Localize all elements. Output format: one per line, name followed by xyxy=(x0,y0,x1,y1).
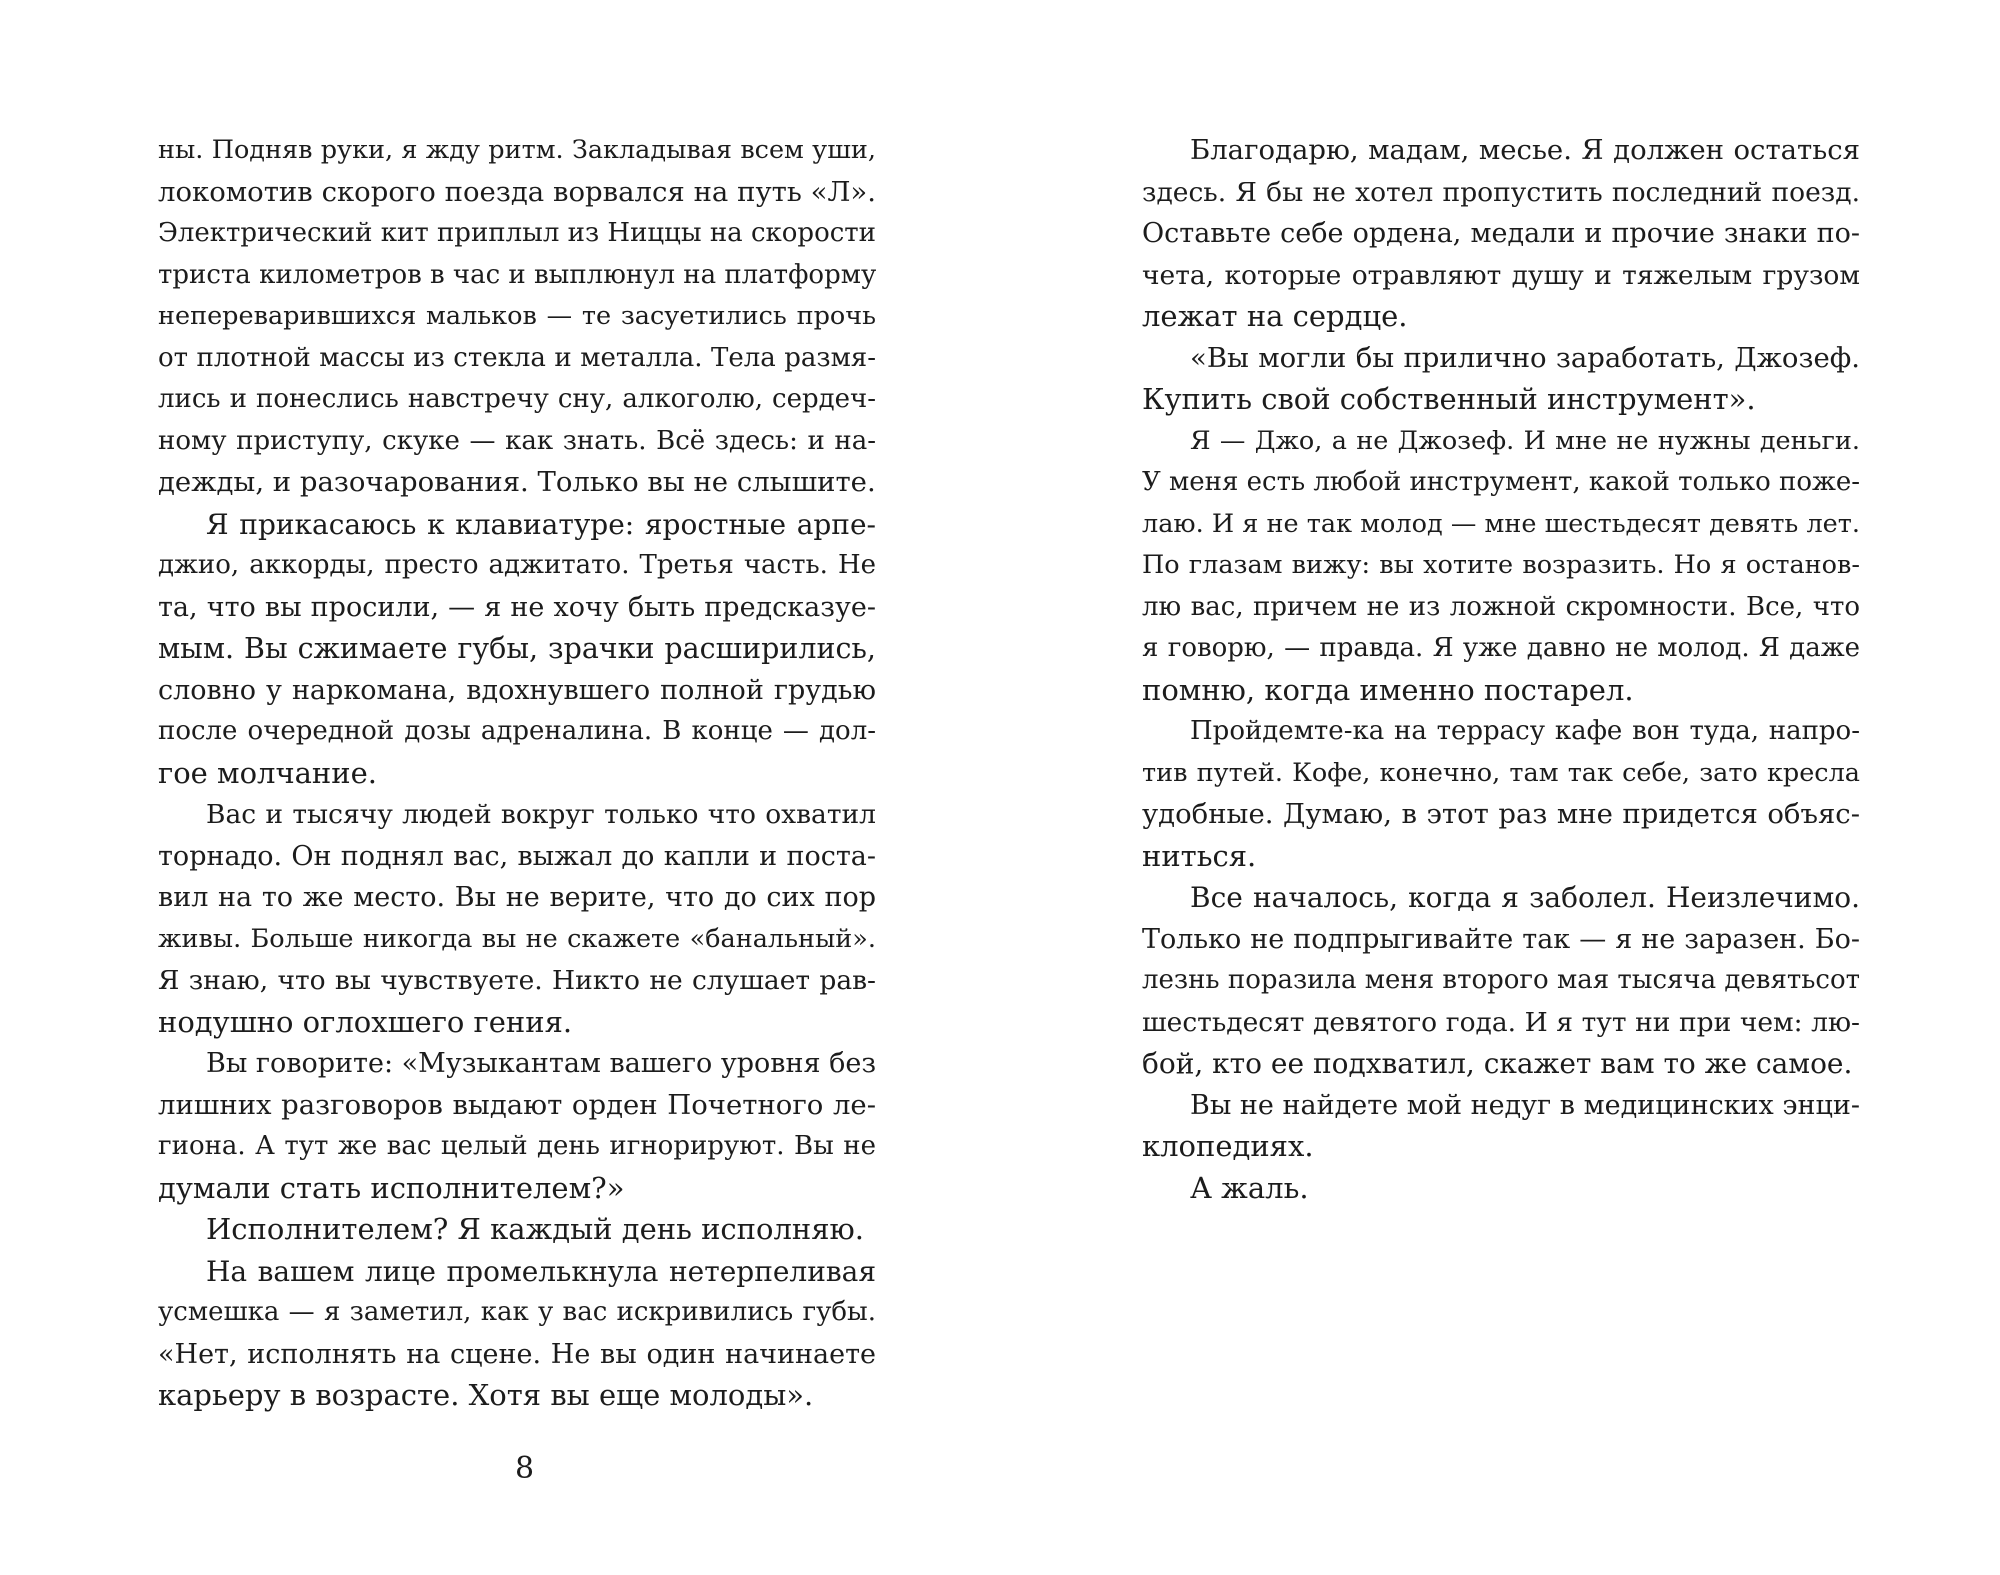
text-line: после очередной дозы адреналина. В конце — дол- xyxy=(158,716,876,746)
text-line: локомотив скорого поезда ворвался на путь «Л». xyxy=(158,175,876,208)
text-line: Вы не найдете мой недуг в медицинских энци- xyxy=(1190,1089,1860,1121)
text-line: У меня есть любой инструмент, какой только поже- xyxy=(1142,467,1861,497)
text-line: карьеру в возрасте. Хотя вы еще молоды». xyxy=(158,1378,814,1412)
text-line: лишних разговоров выдают орден Почетного ле- xyxy=(158,1088,876,1121)
text-line: По глазам вижу: вы хотите возразить. Но я останов- xyxy=(1142,550,1860,580)
right-page-text xyxy=(1142,130,1860,1209)
text-line: ному приступу, скуке — как знать. Всё здесь: и на- xyxy=(158,425,876,456)
text-line: Я знаю, что вы чувствуете. Никто не слушает рав- xyxy=(158,965,876,996)
text-line: лю вас, причем не из ложной скромности. Все, что xyxy=(1142,591,1860,622)
text-line: от плотной массы из стекла и металла. Тела размя- xyxy=(158,342,876,373)
text-line: ниться. xyxy=(1142,838,1257,873)
text-line: чета, которые отравляют душу и тяжелым грузом xyxy=(1142,259,1860,291)
text-line: На вашем лице промелькнула нетерпеливая xyxy=(206,1254,876,1288)
text-line: тив путей. Кофе, конечно, там так себе, зато кресла xyxy=(1142,757,1860,788)
text-line: та, что вы просили, — я не хочу быть предсказуе- xyxy=(158,591,876,623)
text-line: лись и понеслись навстречу сну, алкоголю, сердеч- xyxy=(158,384,876,414)
text-line: А жаль. xyxy=(1190,1170,1309,1205)
text-line: живы. Больше никогда вы не скажете «банальный». xyxy=(158,923,876,954)
text-line: лезнь поразила меня второго мая тысяча девятьсот xyxy=(1142,965,1860,995)
text-line: триста километров в час и выплюнул на платформу xyxy=(158,259,877,290)
text-line: удобные. Думаю, в этот раз мне придется объяс- xyxy=(1142,798,1860,830)
text-line: бой, кто ее подхватил, скажет вам то же самое. xyxy=(1142,1047,1853,1080)
text-line: думали стать исполнителем?» xyxy=(158,1170,625,1205)
text-line: вил на то же место. Вы не верите, что до сих пор xyxy=(158,882,876,913)
text-line: Благодарю, мадам, месье. Я должен остаться xyxy=(1190,134,1860,166)
text-line: шестьдесят девятого года. И я тут ни при чем: лю- xyxy=(1142,1006,1860,1038)
text-line: непереварившихся мальков — те засуетились прочь xyxy=(158,301,876,331)
right-page xyxy=(1000,0,2000,1575)
text-line: Я прикасаюсь к клавиатуре: яростные арпе- xyxy=(206,507,876,541)
left-page-text xyxy=(158,130,876,1417)
text-line: Вы говорите: «Музыкантам вашего уровня без xyxy=(206,1048,877,1079)
text-line: Купить свой собственный инструмент». xyxy=(1142,382,1756,416)
text-line: словно у наркомана, вдохнувшего полной грудью xyxy=(158,674,876,706)
text-line: торнадо. Он поднял вас, выжал до капли и поста- xyxy=(158,840,876,872)
text-line: Вас и тысячу людей вокруг только что охватил xyxy=(206,799,876,830)
text-line: гое молчание. xyxy=(158,755,377,790)
text-line: Я — Джо, а не Джозеф. И мне не нужны деньги. xyxy=(1190,425,1860,456)
text-line: «Нет, исполнять на сцене. Не вы один начинаете xyxy=(158,1338,876,1370)
text-line: мым. Вы сжимаете губы, зрачки расширились, xyxy=(158,632,876,665)
text-line: Только не подпрыгивайте так — я не заразен. Бо- xyxy=(1142,923,1860,955)
text-line: Исполнителем? Я каждый день исполняю. xyxy=(206,1212,864,1246)
text-line: лаю. И я не так молод — мне шестьдесят девять лет. xyxy=(1142,508,1860,539)
text-line: Оставьте себе ордена, медали и прочие знаки по- xyxy=(1142,218,1860,249)
text-line: дежды, и разочарования. Только вы не слышите. xyxy=(158,466,876,498)
text-line: Электрический кит приплыл из Ниццы на скорости xyxy=(158,218,876,248)
text-line: Пройдемте-ка на террасу кафе вон туда, напро- xyxy=(1190,716,1860,746)
text-line: Все началось, когда я заболел. Неизлечимо. xyxy=(1190,881,1860,914)
text-line: «Вы могли бы прилично заработать, Джозеф. xyxy=(1190,341,1860,374)
text-line: ны. Подняв руки, я жду ритм. Закладывая всем уши, xyxy=(158,135,876,165)
text-line: усмешка — я заметил, как у вас искривились губы. xyxy=(158,1297,876,1327)
text-line: лежат на сердце. xyxy=(1142,299,1408,333)
page-number: 8 xyxy=(515,1451,535,1486)
text-line: клопедиях. xyxy=(1142,1129,1314,1163)
text-line: помню, когда именно постарел. xyxy=(1142,672,1634,707)
text-line: гиона. А тут же вас целый день игнорируют. Вы не xyxy=(158,1131,876,1161)
text-line: нодушно оглохшего гения. xyxy=(158,1004,573,1039)
text-line: здесь. Я бы не хотел пропустить последний поезд. xyxy=(1142,176,1860,208)
text-line: джио, аккорды, престо аджитато. Третья часть. Не xyxy=(158,550,876,580)
text-line: я говорю, — правда. Я уже давно не молод. Я даже xyxy=(1142,633,1860,663)
